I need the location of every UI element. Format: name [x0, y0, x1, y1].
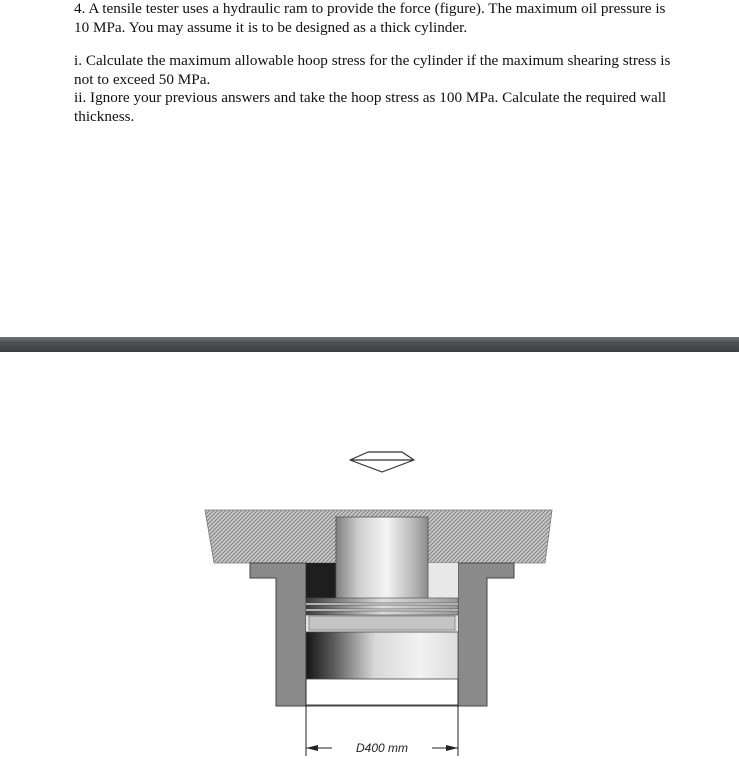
question-text-block	[74, 0, 680, 126]
piston-body	[306, 632, 458, 679]
question-part-i: i. Calculate the maximum allowable hoop stress for the cylinder if the maximum shearing stress is not to exceed 50 MPa.	[74, 52, 671, 88]
dimension-arrowhead-right	[446, 745, 458, 751]
chamber-right-light	[428, 563, 458, 599]
piston-ring-upper	[306, 598, 458, 603]
dimension-arrowhead-left	[306, 745, 318, 751]
section-divider-bar	[0, 337, 739, 352]
question-part-ii: ii. Ignore your previous answers and take the hoop stress as 100 MPa. Calculate the required wall thickness.	[74, 89, 667, 125]
piston-ring-middle	[306, 605, 458, 609]
hydraulic-ram-figure	[0, 352, 739, 762]
chamber-left-shadow	[306, 563, 336, 599]
question-intro: 4. A tensile tester uses a hydraulic ram to provide the force (figure). The maximum oil pressure is 10 MPa. You may assume it is to be designed as a thick cylinder.	[74, 0, 666, 36]
piston-band	[309, 616, 455, 630]
ram-rod	[336, 517, 428, 601]
piston-ring-lower	[306, 611, 458, 615]
force-arrow-icon	[350, 452, 414, 472]
diameter-dimension-label: D400 mm	[355, 741, 409, 755]
